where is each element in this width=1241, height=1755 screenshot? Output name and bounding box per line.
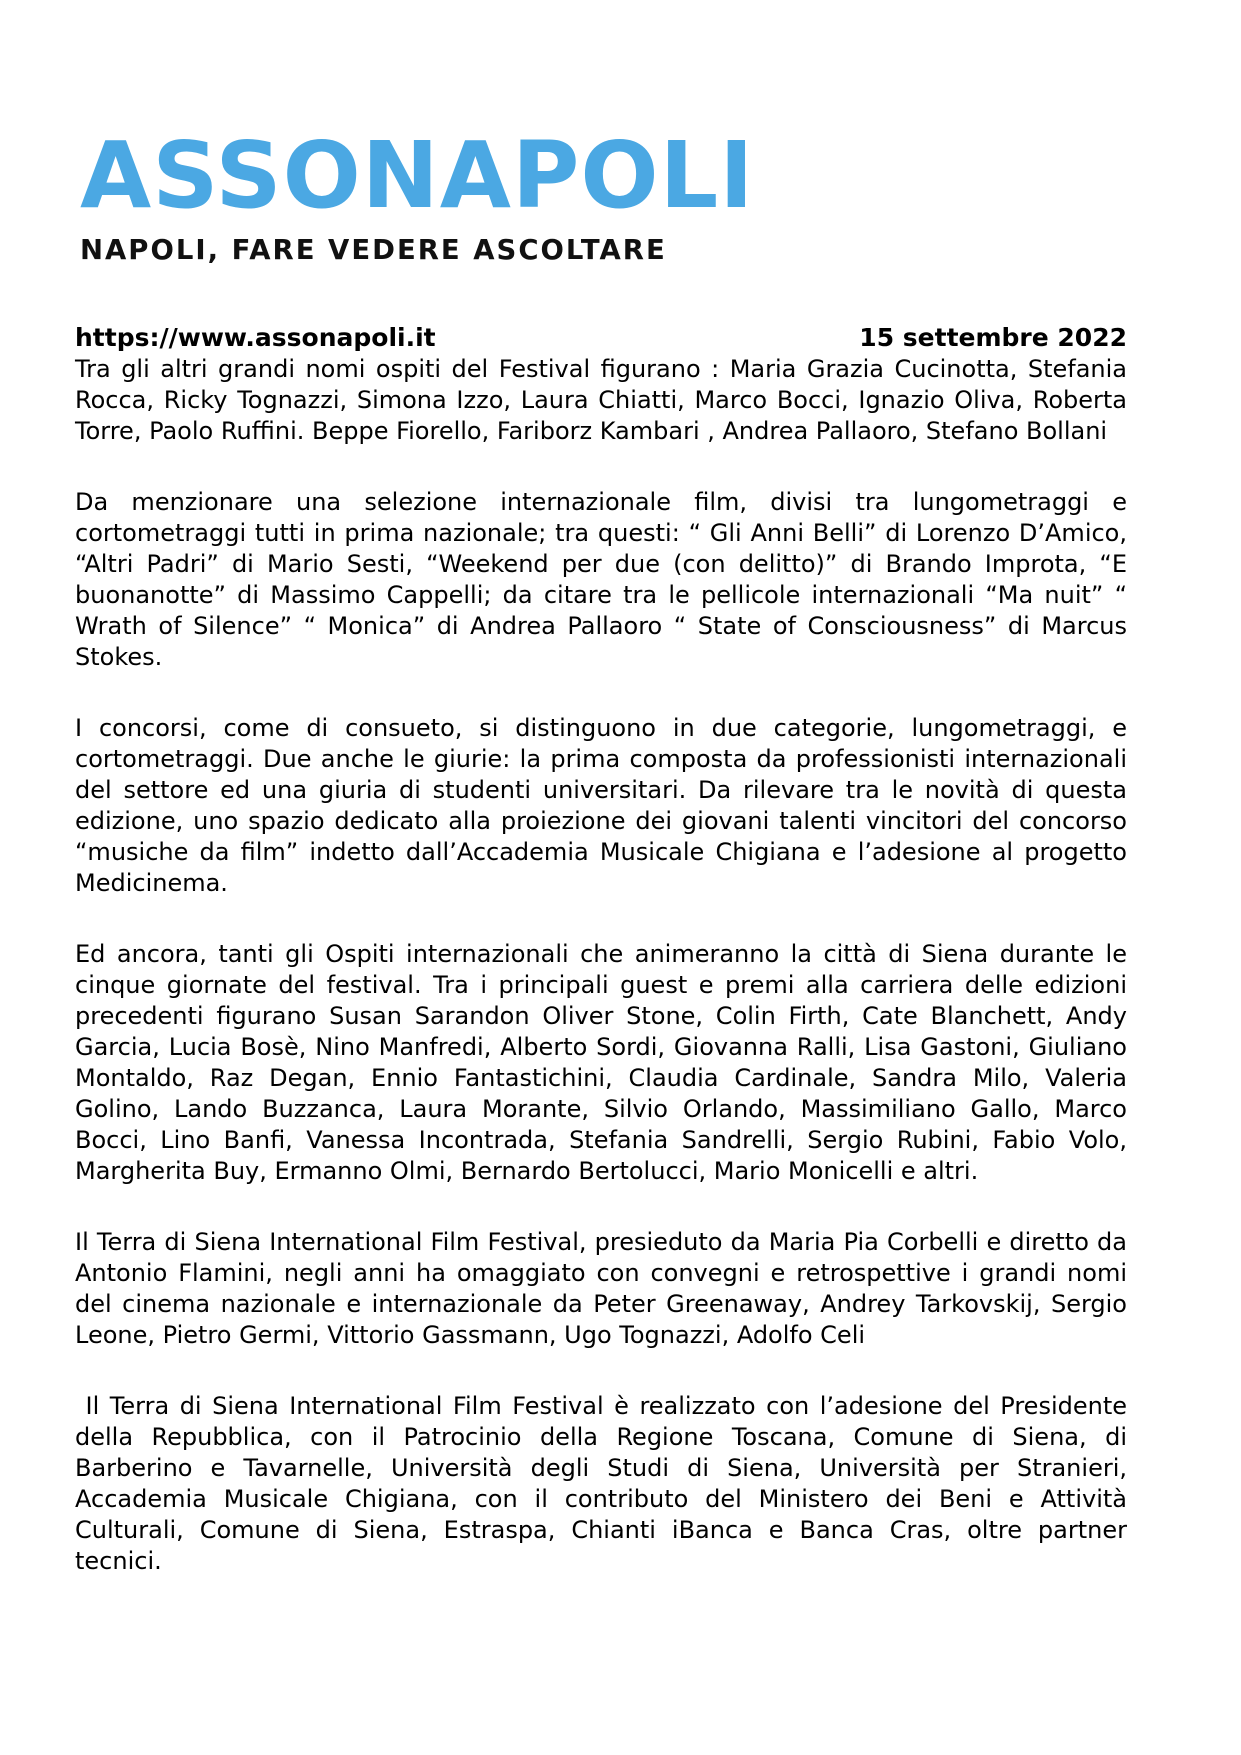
logo-tagline: NAPOLI, FARE VEDERE ASCOLTARE bbox=[80, 234, 667, 266]
article-body bbox=[75, 322, 1127, 1577]
paragraph-festival-history: Il Terra di Siena International Film Festival, presieduto da Maria Pia Corbelli e diretto da Antonio Flamini, negli anni ha omaggiato con convegni e retrospettive i grandi nomi del cinema nazionale e internazionale da Peter Greenaway, Andrey Tarkovskij, Sergio Leone, Pietro Germi, Vittorio Gassmann, Ugo Tognazzi, Adolfo Celi bbox=[75, 1228, 1127, 1349]
assonapoli-logo bbox=[80, 122, 755, 266]
paragraph-competitions: I concorsi, come di consueto, si distinguono in due categorie, lungometraggi, e cortometraggi. Due anche le giurie: la prima composta da professionisti internazionali del settore ed una giuria di studenti universitari. Da rilevare tra le novità di questa edizione, uno spazio dedicato alla proiezione dei giovani talenti vincitori del concorso “musiche da film” indetto dall’Accademia Musicale Chigiana e l’adesione al progetto Medicinema. bbox=[75, 714, 1127, 897]
paragraph-international-guests: Ed ancora, tanti gli Ospiti internazionali che animeranno la città di Siena durante le cinque giornate del festival. Tra i principali guest e premi alla carriera delle edizioni precedenti figurano Susan Sarandon Oliver Stone, Colin Firth, Cate Blanchett, Andy Garcia, Lucia Bosè, Nino Manfredi, Alberto Sordi, Giovanna Ralli, Lisa Gastoni, Giuliano Montaldo, Raz Degan, Ennio Fantastichini, Claudia Cardinale, Sandra Milo, Valeria Golino, Lando Buzzanca, Laura Morante, Silvio Orlando, Massimiliano Gallo, Marco Bocci, Lino Banfi, Vanessa Incontrada, Stefania Sandrelli, Sergio Rubini, Fabio Volo, Margherita Buy, Ermanno Olmi, Bernardo Bertolucci, Mario Monicelli e altri. bbox=[75, 940, 1127, 1185]
paragraph-film-selection: Da menzionare una selezione internazionale film, divisi tra lungometraggi e cortometraggi tutti in prima nazionale; tra questi: “ Gli Anni Belli” di Lorenzo D’Amico, “Altri Padri” di Mario Sesti, “Weekend per due (con delitto)” di Brando Improta, “E buonanotte” di Massimo Cappelli; da citare tra le pellicole internazionali “Ma nuit” “ Wrath of Silence” “ Monica” di Andrea Pallaoro “ State of Consciousness” di Marcus Stokes. bbox=[75, 488, 1127, 671]
logo-name: ASSONAPOLI bbox=[80, 122, 755, 229]
paragraph-guests: Tra gli altri grandi nomi ospiti del Festival figurano : Maria Grazia Cucinotta, Stefania Rocca, Ricky Tognazzi, Simona Izzo, Laura Chiatti, Marco Bocci, Ignazio Oliva, Roberta Torre, Paolo Ruffini. Beppe Fiorello, Fariborz Kambari , Andrea Pallaoro, Stefano Bollani bbox=[75, 355, 1127, 445]
article-header bbox=[75, 322, 1127, 354]
source-url-link[interactable]: https://www.assonapoli.it bbox=[75, 323, 436, 352]
paragraph-sponsors: Il Terra di Siena International Film Festival è realizzato con l’adesione del Presidente della Repubblica, con il Patrocinio della Regione Toscana, Comune di Siena, di Barberino e Tavarnelle, Università degli Studi di Siena, Università per Stranieri, Accademia Musicale Chigiana, con il contributo del Ministero dei Beni e Attività Culturali, Comune di Siena, Estraspa, Chianti iBanca e Banca Cras, oltre partner tecnici. bbox=[75, 1392, 1127, 1575]
publication-date: 15 settembre 2022 bbox=[859, 323, 1127, 352]
